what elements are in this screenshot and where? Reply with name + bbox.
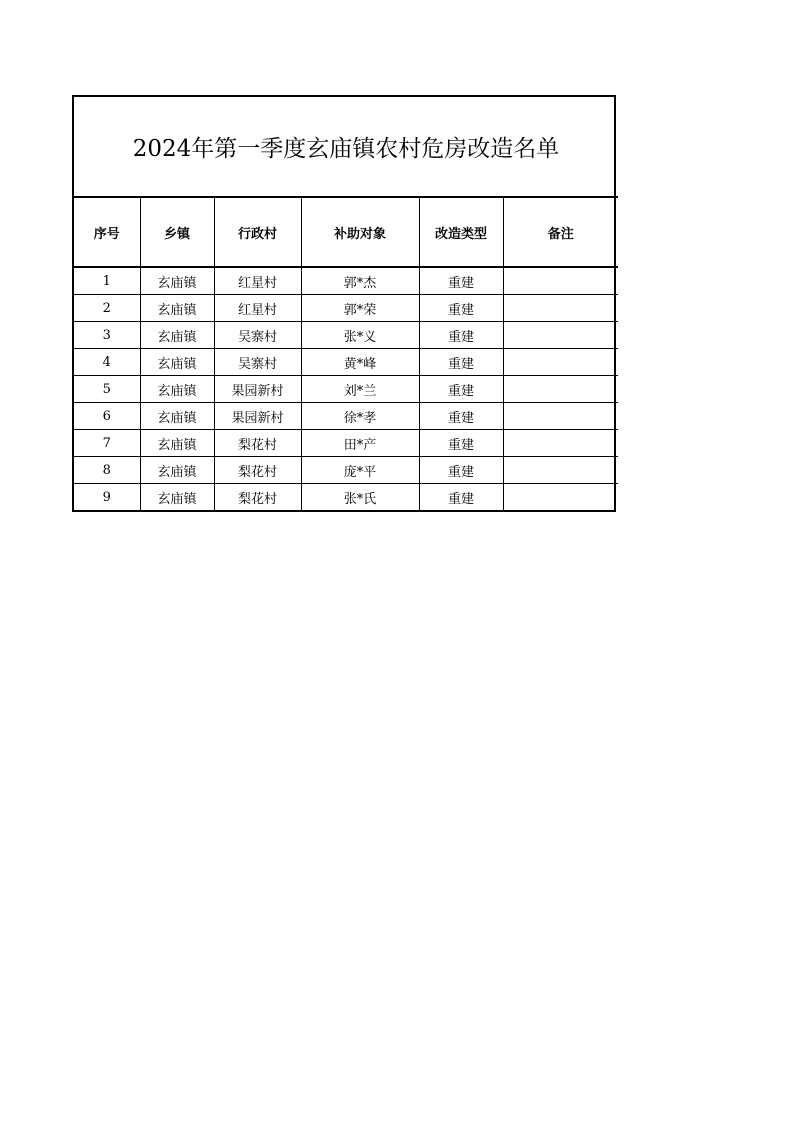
beneficiary-cell: 张*氏 bbox=[301, 484, 419, 511]
column-header-township: 乡镇 bbox=[140, 197, 214, 267]
table-row bbox=[74, 295, 618, 322]
serial-cell: 5 bbox=[74, 376, 140, 403]
renovation-type-cell: 重建 bbox=[419, 403, 503, 430]
table-row bbox=[74, 376, 618, 403]
beneficiary-cell: 庞*平 bbox=[301, 457, 419, 484]
remarks-cell bbox=[503, 267, 618, 295]
township-cell: 玄庙镇 bbox=[140, 349, 214, 376]
township-cell: 玄庙镇 bbox=[140, 322, 214, 349]
serial-cell: 6 bbox=[74, 403, 140, 430]
table-row bbox=[74, 430, 618, 457]
township-cell: 玄庙镇 bbox=[140, 457, 214, 484]
serial-cell: 3 bbox=[74, 322, 140, 349]
table-row bbox=[74, 322, 618, 349]
township-cell: 玄庙镇 bbox=[140, 376, 214, 403]
remarks-cell bbox=[503, 322, 618, 349]
village-cell: 吴寨村 bbox=[214, 349, 301, 376]
village-cell: 果园新村 bbox=[214, 403, 301, 430]
remarks-cell bbox=[503, 376, 618, 403]
column-header-village: 行政村 bbox=[214, 197, 301, 267]
column-header-beneficiary: 补助对象 bbox=[301, 197, 419, 267]
table-row bbox=[74, 267, 618, 295]
renovation-type-cell: 重建 bbox=[419, 295, 503, 322]
village-cell: 吴寨村 bbox=[214, 322, 301, 349]
serial-cell: 9 bbox=[74, 484, 140, 511]
remarks-cell bbox=[503, 430, 618, 457]
column-header-remarks: 备注 bbox=[503, 197, 618, 267]
column-header-renovation-type: 改造类型 bbox=[419, 197, 503, 267]
beneficiary-cell: 田*产 bbox=[301, 430, 419, 457]
beneficiary-cell: 刘*兰 bbox=[301, 376, 419, 403]
renovation-type-cell: 重建 bbox=[419, 484, 503, 511]
beneficiary-cell: 张*义 bbox=[301, 322, 419, 349]
beneficiary-cell: 黄*峰 bbox=[301, 349, 419, 376]
header-row bbox=[74, 197, 618, 267]
village-cell: 梨花村 bbox=[214, 430, 301, 457]
table-row bbox=[74, 484, 618, 511]
village-cell: 梨花村 bbox=[214, 484, 301, 511]
serial-cell: 4 bbox=[74, 349, 140, 376]
renovation-list-table bbox=[74, 97, 618, 510]
column-header-serial: 序号 bbox=[74, 197, 140, 267]
renovation-type-cell: 重建 bbox=[419, 376, 503, 403]
remarks-cell bbox=[503, 349, 618, 376]
village-cell: 果园新村 bbox=[214, 376, 301, 403]
table-row bbox=[74, 403, 618, 430]
renovation-type-cell: 重建 bbox=[419, 457, 503, 484]
beneficiary-cell: 徐*孝 bbox=[301, 403, 419, 430]
village-cell: 梨花村 bbox=[214, 457, 301, 484]
remarks-cell bbox=[503, 403, 618, 430]
remarks-cell bbox=[503, 295, 618, 322]
renovation-type-cell: 重建 bbox=[419, 322, 503, 349]
village-cell: 红星村 bbox=[214, 267, 301, 295]
renovation-type-cell: 重建 bbox=[419, 349, 503, 376]
table-row bbox=[74, 349, 618, 376]
serial-cell: 2 bbox=[74, 295, 140, 322]
spreadsheet-document bbox=[72, 95, 616, 512]
remarks-cell bbox=[503, 457, 618, 484]
remarks-cell bbox=[503, 484, 618, 511]
serial-cell: 8 bbox=[74, 457, 140, 484]
document-title: 2024年第一季度玄庙镇农村危房改造名单 bbox=[74, 97, 618, 197]
renovation-type-cell: 重建 bbox=[419, 430, 503, 457]
township-cell: 玄庙镇 bbox=[140, 267, 214, 295]
serial-cell: 7 bbox=[74, 430, 140, 457]
township-cell: 玄庙镇 bbox=[140, 430, 214, 457]
table-body bbox=[74, 267, 618, 510]
beneficiary-cell: 郭*荣 bbox=[301, 295, 419, 322]
renovation-type-cell: 重建 bbox=[419, 267, 503, 295]
village-cell: 红星村 bbox=[214, 295, 301, 322]
serial-cell: 1 bbox=[74, 267, 140, 295]
title-row bbox=[74, 97, 618, 197]
township-cell: 玄庙镇 bbox=[140, 484, 214, 511]
table-row bbox=[74, 457, 618, 484]
township-cell: 玄庙镇 bbox=[140, 403, 214, 430]
beneficiary-cell: 郭*杰 bbox=[301, 267, 419, 295]
township-cell: 玄庙镇 bbox=[140, 295, 214, 322]
